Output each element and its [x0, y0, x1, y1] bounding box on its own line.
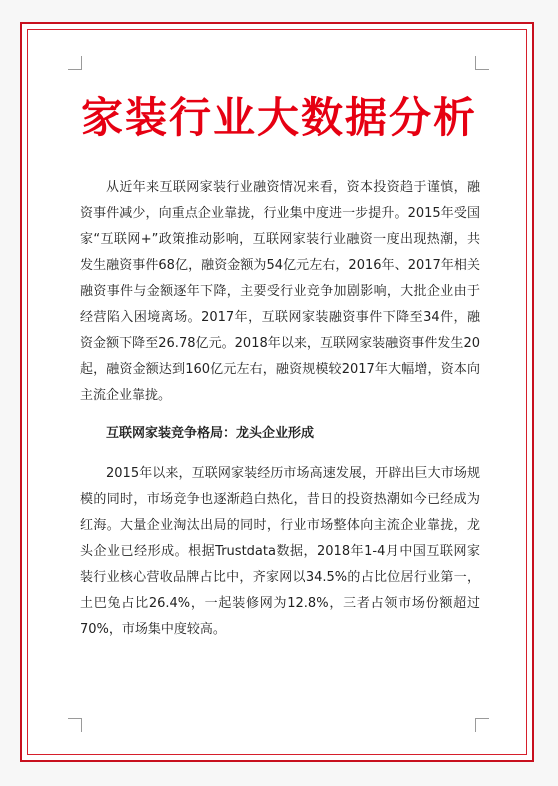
corner-mark-bottom-right — [475, 718, 489, 732]
document-body — [80, 175, 480, 643]
document-title: 家装行业大数据分析 — [80, 93, 477, 142]
paragraph-competition: 2015年以来，互联网家装经历市场高速发展，开辟出巨大市场规模的同时，市场竞争也逐渐趋白热化，昔日的投资热潮如今已经成为红海。大量企业淘汰出局的同时，行业市场整体向主流企业靠拢，龙头企业已经形成。根据Trustdata数据，2018年1-4月中国互联网家装行业核心营收品牌占比中，齐家网以34.5%的占比位居行业第一，土巴兔占比26.4%，一起装修网为12.8%，三者占领市场份额超过70%，市场集中度较高。 — [80, 466, 480, 637]
section-heading: 互联网家装竞争格局：龙头企业形成 — [106, 426, 315, 441]
corner-mark-top-left — [68, 56, 82, 70]
corner-mark-bottom-left — [68, 718, 82, 732]
corner-mark-top-right — [475, 56, 489, 70]
paragraph-financing: 从近年来互联网家装行业融资情况来看，资本投资趋于谨慎，融资事件减少，向重点企业靠拢，行业集中度进一步提升。2015年受国家“互联网+”政策推动影响，互联网家装行业融资一度出现热潮，共发生融资事件68亿，融资金额为54亿元左右，2016年、2017年相关融资事件与金额逐年下降，主要受行业竞争加剧影响，大批企业由于经营陷入困境离场。2017年，互联网家装融资事件下降至34件，融资金额下降至26.78亿元。2018年以来，互联网家装融资事件发生20起，融资金额达到160亿元左右，融资规模较2017年大幅增，资本向主流企业靠拢。 — [80, 180, 480, 403]
